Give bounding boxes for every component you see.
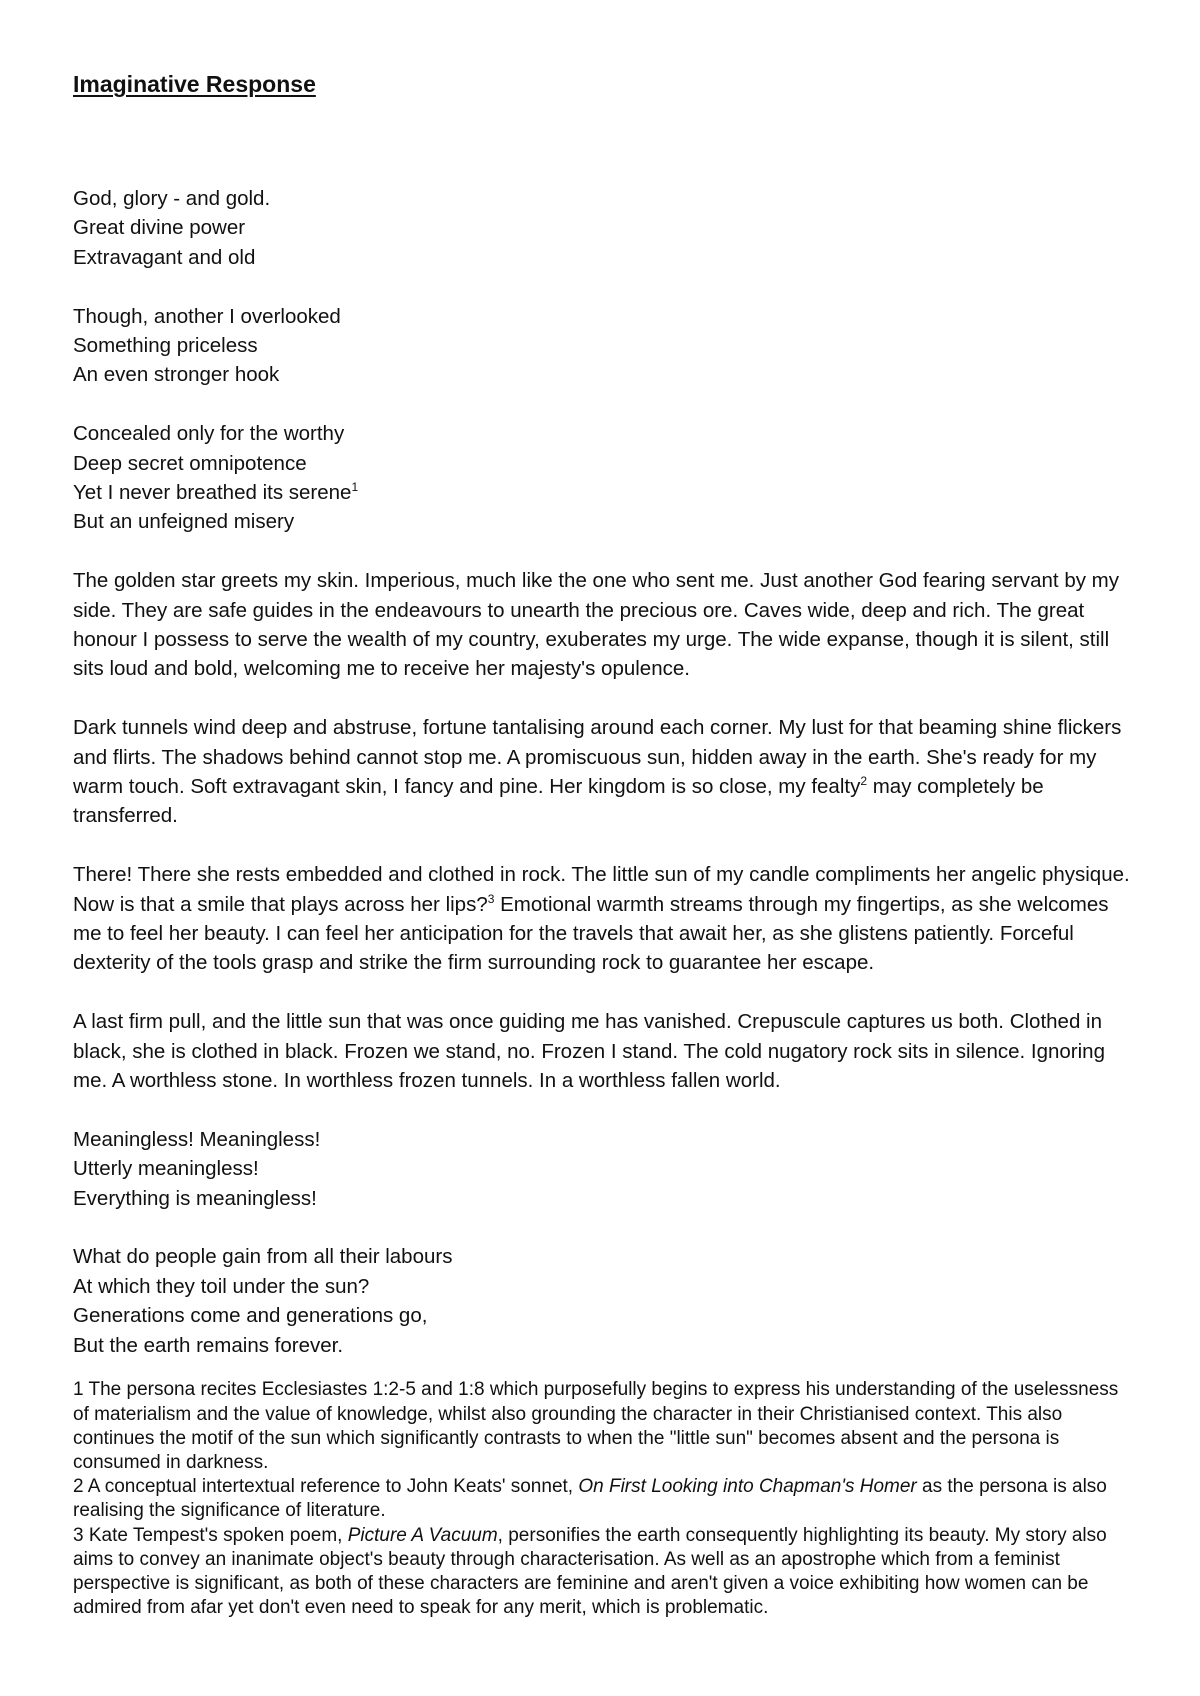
poem-line: Though, another I overlooked — [73, 304, 341, 328]
poem-line: Generations come and generations go, — [73, 1304, 428, 1328]
poem-line: Utterly meaningless! — [73, 1157, 259, 1181]
prose-text: Dark tunnels wind deep and abstruse, fortune tantalising around each corner. My lust for that beaming shine flickers and flirts. The shadows behind cannot stop me. A promiscuous sun, hidden away in the earth. She's ready for my warm touch. Soft extravagant skin, I fancy and pine. Her kingdom is so close, my fealty — [73, 716, 1122, 798]
prose-text: Emotional warmth streams through my fingertips, as she welcomes me to feel her beauty. I can feel her anticipation for the travels that await her, as she glistens patiently. Forceful dexterity of the tools grasp and strike the firm surrounding rock to guarantee her escape. — [73, 892, 1109, 975]
document-title: Imaginative Response — [73, 71, 316, 97]
footnote-marker-1: 1 — [351, 479, 359, 494]
footnote-text: 2 A conceptual intertextual reference to John Keats' sonnet, — [73, 1476, 579, 1498]
poem-line — [73, 478, 1133, 507]
poem-line: At which they toil under the sun? — [73, 1274, 370, 1298]
footnote-1: 1 The persona recites Ecclesiastes 1:2-5 and 1:8 which purposefully begins to express his understanding of the uselessness of materialism and the value of knowledge, whilst also grounding the character in their Christianised context. This also continues the motif of the sun which significantly contrasts to when the "little sun" becomes absent and the persona is consumed in darkness. — [73, 1379, 1119, 1474]
prose-paragraph-3 — [73, 860, 1133, 978]
footnote-text: 3 Kate Tempest's spoken poem, — [73, 1524, 348, 1546]
poem-line: What do people gain from all their labours — [73, 1245, 453, 1269]
poem-stanza-2 — [73, 302, 1133, 390]
poem-line: Deep secret omnipotence — [73, 451, 307, 475]
footnote-work-title: Picture A Vacuum — [347, 1524, 498, 1546]
prose-text: may completely be transferred. — [73, 774, 1044, 828]
poem-stanza-3 — [73, 419, 1133, 537]
poem-line: But the earth remains forever. — [73, 1333, 344, 1357]
ecclesiastes-stanza-2 — [73, 1242, 1133, 1360]
poem-line: An even stronger hook — [73, 363, 280, 387]
prose-paragraph-4: A last firm pull, and the little sun that was once guiding me has vanished. Crepuscule captures us both. Clothed in black, she is clothed in black. Frozen we stand, no. Frozen I stand. The cold nugatory rock sits in silence. Ignoring me. A worthless stone. In worthless frozen tunnels. In a worthless fallen world. — [73, 1010, 1105, 1092]
poem-line: Everything is meaningless! — [73, 1186, 317, 1210]
prose-paragraph-2 — [73, 713, 1133, 831]
poem-line: But an unfeigned misery — [73, 510, 295, 534]
footnote-marker-3: 3 — [487, 891, 495, 906]
document-page — [73, 70, 1133, 1620]
poem-line: Meaningless! Meaningless! — [73, 1127, 321, 1151]
poem-line: Something priceless — [73, 333, 258, 357]
prose-text: There! There she rests embedded and clothed in rock. The little sun of my candle compliments her angelic physique. Now is that a smile that plays across her lips? — [73, 863, 1130, 916]
ecclesiastes-stanza-1 — [73, 1125, 1133, 1213]
footnotes-section — [73, 1378, 1133, 1620]
poem-line-text: Yet I never breathed its serene — [73, 480, 352, 504]
footnote-marker-2: 2 — [860, 773, 868, 788]
poem-line: Extravagant and old — [73, 245, 256, 269]
poem-line: God, glory - and gold. — [73, 186, 271, 210]
footnote-text: , personifies the earth consequently highlighting its beauty. My story also aims to convey an inanimate object's beauty through characterisation. As well as an apostrophe which from a feminist perspective is significant, as both of these characters are feminine and aren't given a voice exhibiting how women can be admired from afar yet don't even need to speak for any merit, which is problematic. — [73, 1524, 1107, 1619]
poem-line: Concealed only for the worthy — [73, 422, 345, 446]
footnote-2 — [73, 1475, 1133, 1523]
poem-stanza-1 — [73, 184, 1133, 272]
footnote-text: as the persona is also realising the significance of literature. — [73, 1476, 1107, 1522]
poem-line: Great divine power — [73, 216, 246, 240]
prose-paragraph-1: The golden star greets my skin. Imperious, much like the one who sent me. Just another God fearing servant by my side. They are safe guides in the endeavours to unearth the precious ore. Caves wide, deep and rich. The great honour I possess to serve the wealth of my country, exuberates my urge. The wide expanse, though it is silent, still sits loud and bold, welcoming me to receive her majesty's opulence. — [73, 569, 1120, 681]
document-body — [73, 184, 1133, 1360]
footnote-work-title: On First Looking into Chapman's Homer — [578, 1476, 917, 1498]
footnote-3 — [73, 1524, 1133, 1621]
